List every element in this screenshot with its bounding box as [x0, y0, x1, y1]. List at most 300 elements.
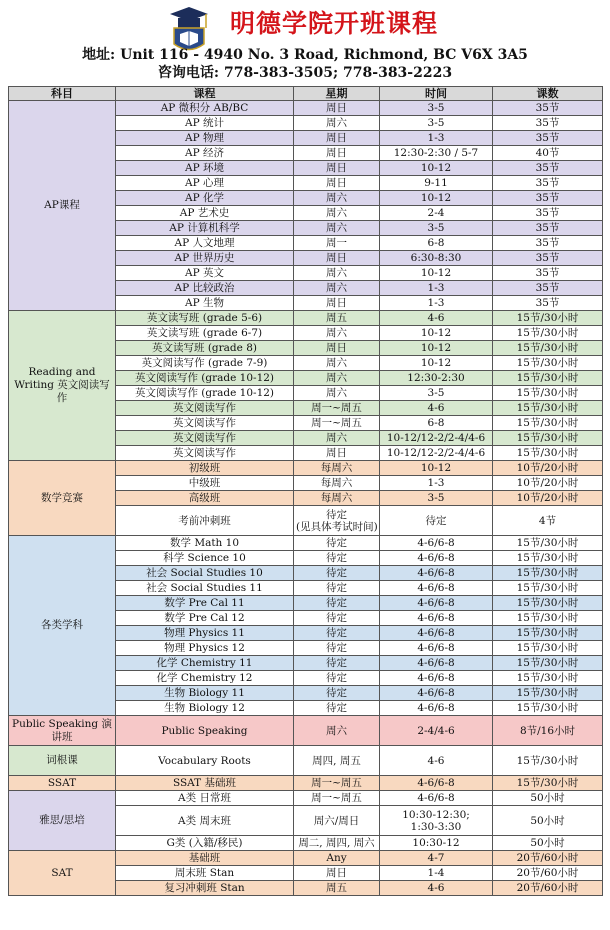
time-cell [380, 641, 493, 656]
day-cell [294, 296, 380, 311]
time-cell-text: 4-6/6-8 [417, 567, 455, 579]
time-cell-text: 4-6 [427, 312, 445, 324]
time-cell [380, 251, 493, 266]
time-cell-text: 4-6/6-8 [417, 657, 455, 669]
time-cell-text: 4-6 [427, 402, 445, 414]
course-cell-text: AP 化学 [185, 192, 224, 204]
day-cell-text: 周一~周五 [311, 792, 362, 804]
count-cell-text: 15节/30小时 [516, 432, 579, 444]
time-cell-text: 4-6/6-8 [417, 642, 455, 654]
course-cell [116, 506, 294, 536]
course-cell [116, 836, 294, 851]
phone-line: 咨询电话: 778-383-3505; 778-383-2223 [157, 65, 453, 81]
count-cell [493, 506, 603, 536]
day-cell-text: 待定 [326, 597, 347, 609]
time-cell-text: 4-6/6-8 [417, 597, 455, 609]
time-cell [380, 656, 493, 671]
count-cell [493, 191, 603, 206]
course-cell [116, 671, 294, 686]
day-cell-text: 待定 [326, 642, 347, 654]
day-cell-text: 每周六 [320, 492, 353, 504]
course-cell [116, 401, 294, 416]
day-cell [294, 506, 380, 536]
time-cell-text: 6-8 [427, 237, 445, 249]
count-cell [493, 701, 603, 716]
count-cell-text: 35节 [535, 117, 560, 129]
course-cell-text: SSAT 基础班 [172, 777, 237, 789]
time-cell [380, 536, 493, 551]
page-title: 明德学院开班课程 [230, 9, 439, 38]
count-cell [493, 266, 603, 281]
course-cell-text: 英文阅读写作 [173, 447, 236, 459]
time-cell-text: 10-12 [420, 357, 452, 369]
count-cell-text: 40节 [535, 147, 560, 159]
day-cell-text: 周六 [326, 724, 347, 737]
address-line: 地址: Unit 116 - 4940 No. 3 Road, Richmond, BC V6X 3A5 [82, 47, 528, 63]
day-cell-text: 周一 [326, 237, 347, 249]
count-cell-text: 15节/30小时 [516, 777, 579, 789]
count-cell [493, 716, 603, 746]
day-cell [294, 776, 380, 791]
time-cell-text: 10-12 [420, 342, 452, 354]
count-cell-text: 15节/30小时 [516, 612, 579, 624]
count-cell [493, 401, 603, 416]
time-cell-text: 4-6/6-8 [417, 582, 455, 594]
time-cell-text: 6:30-8:30 [410, 252, 462, 264]
time-cell [380, 626, 493, 641]
count-cell [493, 326, 603, 341]
course-cell-text: 社会 Social Studies 10 [146, 567, 263, 579]
time-cell-text: 10-12 [420, 192, 452, 204]
course-cell [116, 431, 294, 446]
course-cell [116, 566, 294, 581]
time-cell-text: 10-12 [420, 267, 452, 279]
time-cell [380, 551, 493, 566]
time-cell [380, 116, 493, 131]
course-cell-text: 高级班 [188, 492, 221, 504]
course-cell-text: Public Speaking [161, 724, 248, 737]
course-cell-text: 英文读写班 (grade 5-6) [146, 312, 263, 324]
count-cell-text: 15节/30小时 [516, 582, 579, 594]
table-row [9, 101, 603, 116]
count-cell [493, 551, 603, 566]
column-header-count: 课数 [493, 87, 603, 101]
time-cell [380, 161, 493, 176]
count-cell-text: 15节/30小时 [516, 702, 579, 714]
course-cell [116, 851, 294, 866]
count-cell [493, 131, 603, 146]
subject-cell: SAT [9, 851, 116, 896]
count-cell [493, 446, 603, 461]
table-row [9, 746, 603, 776]
course-cell [116, 491, 294, 506]
course-cell [116, 386, 294, 401]
time-cell [380, 416, 493, 431]
day-cell-text: 周日 [326, 252, 347, 264]
day-cell [294, 746, 380, 776]
time-cell-text: 1-3 [427, 282, 445, 294]
course-cell [116, 326, 294, 341]
course-cell [116, 221, 294, 236]
time-cell [380, 356, 493, 371]
time-cell-text: 4-6/6-8 [417, 777, 455, 789]
day-cell-text: 周四, 周五 [312, 754, 361, 767]
day-cell [294, 791, 380, 806]
count-cell [493, 236, 603, 251]
time-cell-text: 1-4 [427, 867, 445, 879]
schedule-body [9, 101, 603, 896]
day-cell [294, 401, 380, 416]
time-cell [380, 236, 493, 251]
day-cell-text: 待定 [326, 537, 347, 549]
course-cell-text: 基础班 [188, 852, 221, 864]
course-cell-text: G类 (入籍/移民) [166, 837, 243, 849]
table-row [9, 311, 603, 326]
day-cell-text: Any [326, 852, 347, 864]
time-cell-text: 3-5 [427, 492, 445, 504]
day-cell [294, 326, 380, 341]
time-cell [380, 581, 493, 596]
course-cell-text: 考前冲刺班 [178, 514, 231, 527]
course-cell [116, 716, 294, 746]
course-cell-text: Vocabulary Roots [158, 754, 251, 767]
count-cell [493, 281, 603, 296]
course-cell-text: 物理 Physics 11 [164, 627, 245, 639]
time-cell [380, 191, 493, 206]
count-cell-text: 35节 [535, 192, 560, 204]
course-cell-text: 数学 Math 10 [169, 537, 240, 549]
count-cell [493, 341, 603, 356]
time-cell-text: 12:30-2:30 [407, 372, 465, 384]
time-cell [380, 446, 493, 461]
count-cell [493, 536, 603, 551]
day-cell-text: 周日 [326, 342, 347, 354]
count-cell [493, 386, 603, 401]
day-cell-text: 周日 [326, 447, 347, 459]
day-cell-text: 周六 [326, 432, 347, 444]
course-cell [116, 416, 294, 431]
time-cell [380, 311, 493, 326]
count-cell [493, 116, 603, 131]
course-cell [116, 266, 294, 281]
course-cell-text: 英文阅读写作 [173, 432, 236, 444]
table-row [9, 716, 603, 746]
course-cell-text: 化学 Chemistry 12 [156, 672, 253, 684]
course-cell-text: AP 统计 [185, 117, 224, 129]
time-cell-text: 4-6/6-8 [417, 552, 455, 564]
time-cell [380, 746, 493, 776]
day-cell [294, 461, 380, 476]
count-cell-text: 15节/30小时 [516, 552, 579, 564]
time-cell-text: 4-6/6-8 [417, 672, 455, 684]
course-cell-text: AP 经济 [185, 147, 224, 159]
count-cell [493, 776, 603, 791]
time-cell [380, 506, 493, 536]
course-cell [116, 626, 294, 641]
count-cell-text: 35节 [535, 207, 560, 219]
time-cell [380, 176, 493, 191]
count-cell [493, 296, 603, 311]
time-cell [380, 341, 493, 356]
time-cell [380, 461, 493, 476]
day-cell-text: 周日 [326, 102, 347, 114]
course-cell [116, 881, 294, 896]
count-cell [493, 251, 603, 266]
count-cell-text: 15节/30小时 [516, 372, 579, 384]
column-header-course: 课程 [116, 87, 294, 101]
course-cell-text: 数学 Pre Cal 12 [164, 612, 245, 624]
time-cell-text: 4-6/6-8 [417, 687, 455, 699]
day-cell [294, 836, 380, 851]
day-cell [294, 806, 380, 836]
day-cell [294, 626, 380, 641]
day-cell-text: 待定 [326, 552, 347, 564]
table-row [9, 851, 603, 866]
day-cell-text: 周六 [326, 267, 347, 279]
day-cell-text: 每周六 [320, 462, 353, 474]
course-cell [116, 281, 294, 296]
course-cell [116, 776, 294, 791]
count-cell [493, 461, 603, 476]
day-cell [294, 866, 380, 881]
time-cell-text: 3-5 [427, 222, 445, 234]
course-cell-text: 生物 Biology 11 [164, 687, 245, 699]
time-cell-text: 1-3 [427, 132, 445, 144]
time-cell-text: 1-3 [427, 297, 445, 309]
subject-cell: 各类学科 [9, 536, 116, 716]
course-cell-text: AP 计算机科学 [169, 222, 240, 234]
count-cell-text: 10节/20小时 [516, 477, 579, 489]
day-cell [294, 656, 380, 671]
count-cell-text: 35节 [535, 252, 560, 264]
day-cell-text: 待定 [326, 582, 347, 594]
subject-cell: AP课程 [9, 101, 116, 311]
day-cell-text-line2: (见具体考试时间) [296, 520, 378, 533]
course-cell-text: 化学 Chemistry 11 [156, 657, 253, 669]
day-cell-text: 待定 [326, 627, 347, 639]
course-cell-text: 英文读写班 (grade 8) [152, 342, 257, 354]
time-cell [380, 716, 493, 746]
table-row [9, 461, 603, 476]
time-cell [380, 386, 493, 401]
time-cell-text: 10-12/12-2/2-4/4-6 [386, 432, 486, 444]
day-cell [294, 356, 380, 371]
count-cell-text: 15节/30小时 [516, 687, 579, 699]
header-row [9, 87, 603, 101]
course-cell-text: 英文阅读写作 [173, 417, 236, 429]
day-cell [294, 251, 380, 266]
day-cell [294, 581, 380, 596]
time-cell-text: 1-3 [427, 477, 445, 489]
count-cell-text: 15节/30小时 [516, 387, 579, 399]
day-cell [294, 596, 380, 611]
day-cell [294, 686, 380, 701]
course-cell-text: 英文阅读写作 (grade 7-9) [141, 357, 268, 369]
time-cell-text: 4-6/6-8 [417, 702, 455, 714]
count-cell [493, 746, 603, 776]
time-cell [380, 206, 493, 221]
course-cell-text: 英文读写班 (grade 6-7) [146, 327, 263, 339]
day-cell-text: 待定 [326, 672, 347, 684]
count-cell [493, 566, 603, 581]
count-cell-text: 15节/30小时 [516, 657, 579, 669]
time-cell-text: 4-6 [427, 882, 445, 894]
day-cell-text: 待定 [326, 687, 347, 699]
day-cell-text: 周日 [326, 162, 347, 174]
day-cell-text: 周六 [326, 192, 347, 204]
count-cell-text: 35节 [535, 297, 560, 309]
day-cell [294, 101, 380, 116]
time-cell [380, 566, 493, 581]
count-cell [493, 161, 603, 176]
course-cell [116, 236, 294, 251]
time-cell [380, 401, 493, 416]
time-cell [380, 611, 493, 626]
count-cell [493, 851, 603, 866]
day-cell [294, 161, 380, 176]
count-cell-text: 50小时 [530, 792, 565, 804]
course-cell-text: A类 周末班 [178, 814, 231, 827]
course-cell [116, 686, 294, 701]
time-cell-text: 10-12/12-2/2-4/4-6 [386, 447, 486, 459]
day-cell [294, 116, 380, 131]
count-cell-text: 35节 [535, 177, 560, 189]
count-cell [493, 791, 603, 806]
count-cell-text: 50小时 [530, 837, 565, 849]
count-cell [493, 596, 603, 611]
course-cell-text: AP 英文 [185, 267, 224, 279]
count-cell [493, 101, 603, 116]
count-cell [493, 356, 603, 371]
day-cell [294, 551, 380, 566]
count-cell-text: 15节/30小时 [516, 312, 579, 324]
course-cell [116, 746, 294, 776]
count-cell-text: 15节/30小时 [516, 417, 579, 429]
course-cell-text: 英文阅读写作 [173, 402, 236, 414]
subject-cell: Public Speaking 演讲班 [9, 716, 116, 746]
count-cell-text: 35节 [535, 282, 560, 294]
time-cell [380, 266, 493, 281]
time-cell-text: 4-6/6-8 [417, 612, 455, 624]
count-cell-text: 4节 [538, 514, 557, 527]
day-cell-text: 周五 [326, 882, 347, 894]
count-cell-text: 35节 [535, 102, 560, 114]
time-cell [380, 851, 493, 866]
course-cell [116, 101, 294, 116]
count-cell-text: 15节/30小时 [516, 402, 579, 414]
time-cell-text: 待定 [425, 514, 447, 527]
course-cell [116, 311, 294, 326]
course-cell-text: AP 心理 [185, 177, 224, 189]
count-cell [493, 641, 603, 656]
time-cell-text: 4-6/6-8 [417, 537, 455, 549]
count-cell [493, 311, 603, 326]
course-cell-text: 社会 Social Studies 11 [146, 582, 263, 594]
time-cell-text: 12:30-2:30 / 5-7 [393, 147, 479, 159]
time-cell-text: 4-7 [427, 852, 445, 864]
day-cell-text: 周一~周五 [311, 417, 362, 429]
day-cell-text: 待定 [326, 657, 347, 669]
day-cell-text: 周六 [326, 282, 347, 294]
day-cell [294, 566, 380, 581]
day-cell-text: 待定 [326, 702, 347, 714]
time-cell [380, 476, 493, 491]
course-cell-text: 复习冲刺班 Stan [164, 882, 245, 894]
time-cell-text: 10-12 [420, 162, 452, 174]
course-cell [116, 806, 294, 836]
count-cell [493, 146, 603, 161]
count-cell-text: 15节/30小时 [516, 627, 579, 639]
day-cell [294, 131, 380, 146]
day-cell-text: 周六 [326, 117, 347, 129]
day-cell [294, 281, 380, 296]
time-cell [380, 596, 493, 611]
course-cell [116, 641, 294, 656]
course-cell [116, 701, 294, 716]
count-cell-text: 15节/30小时 [516, 672, 579, 684]
count-cell [493, 881, 603, 896]
day-cell [294, 536, 380, 551]
table-row [9, 776, 603, 791]
course-cell [116, 581, 294, 596]
time-cell [380, 326, 493, 341]
count-cell-text: 20节/60小时 [516, 882, 579, 894]
count-cell [493, 491, 603, 506]
day-cell [294, 446, 380, 461]
count-cell [493, 611, 603, 626]
day-cell [294, 641, 380, 656]
page-header [0, 0, 610, 86]
count-cell [493, 671, 603, 686]
subject-cell: 数学竞赛 [9, 461, 116, 536]
course-cell [116, 191, 294, 206]
count-cell [493, 626, 603, 641]
day-cell [294, 416, 380, 431]
table-row [9, 791, 603, 806]
time-cell [380, 296, 493, 311]
count-cell [493, 371, 603, 386]
time-cell-text: 6-8 [427, 417, 445, 429]
course-cell-text: AP 比较政治 [174, 282, 235, 294]
count-cell-text: 15节/30小时 [516, 597, 579, 609]
time-cell-text: 2-4/4-6 [417, 724, 455, 737]
count-cell [493, 806, 603, 836]
course-cell-text: AP 人文地理 [174, 237, 235, 249]
day-cell [294, 476, 380, 491]
day-cell-text: 周一~周五 [311, 402, 362, 414]
count-cell [493, 431, 603, 446]
time-cell-text: 2-4 [427, 207, 445, 219]
time-cell [380, 491, 493, 506]
day-cell-text: 周六 [326, 372, 347, 384]
count-cell-text: 15节/30小时 [516, 357, 579, 369]
time-cell [380, 221, 493, 236]
course-cell [116, 251, 294, 266]
day-cell-text: 周日 [326, 297, 347, 309]
count-cell [493, 206, 603, 221]
course-cell-text: 物理 Physics 12 [164, 642, 245, 654]
table-row [9, 536, 603, 551]
day-cell [294, 701, 380, 716]
count-cell [493, 221, 603, 236]
day-cell [294, 881, 380, 896]
subject-cell: SSAT [9, 776, 116, 791]
day-cell [294, 341, 380, 356]
course-cell-text: 初级班 [188, 462, 221, 474]
day-cell [294, 386, 380, 401]
time-cell [380, 791, 493, 806]
count-cell-text: 15节/30小时 [516, 447, 579, 459]
